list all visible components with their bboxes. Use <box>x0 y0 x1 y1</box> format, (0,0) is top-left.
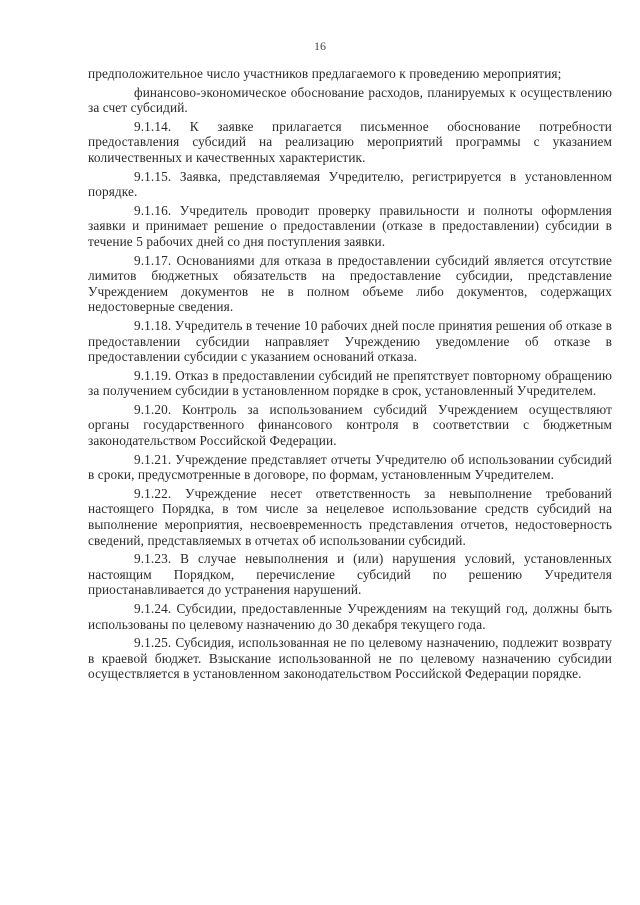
paragraph-9-1-25: 9.1.25. Субсидия, использованная не по целевому назначению, подлежит возврату в краевой бюджет. Взыскание использованной не по целевому назначению субсидии осуществляется в установленном законодательством Российской Федерации порядке. <box>88 635 612 682</box>
paragraph-9-1-19: 9.1.19. Отказ в предоставлении субсидий не препятствует повторному обращению за получением субсидии в установленном порядке в срок, установленный Учредителем. <box>88 367 612 399</box>
paragraph-participants: предположительное число участников предлагаемого к проведению мероприятия; <box>88 66 562 81</box>
paragraph-economic-justification: финансово-экономическое обоснование расходов, планируемых к осуществлению за счет субсидий. <box>88 84 612 116</box>
document-body <box>88 66 612 685</box>
paragraph-9-1-23: 9.1.23. В случае невыполнения и (или) нарушения условий, установленных настоящим Порядком, перечисление субсидий по решению Учредителя приостанавливается до устранения нарушений. <box>88 551 612 598</box>
paragraph-9-1-18: 9.1.18. Учредитель в течение 10 рабочих дней после принятия решения об отказе в предоставлении субсидии направляет Учреждению уведомление об отказе в предоставлении субсидии с указанием оснований отказа. <box>88 317 612 365</box>
paragraph-9-1-20: 9.1.20. Контроль за использованием субсидий Учреждением осуществляют органы государственного финансового контроля в соответствии с бюджетным законодательством Российской Федерации. <box>88 401 612 449</box>
paragraph-9-1-17: 9.1.17. Основаниями для отказа в предоставлении субсидий является отсутствие лимитов бюджетных обязательств на предоставление субсидии, представление Учреждением документов не в полном объеме либо документов, содержащих недостоверные сведения. <box>88 252 612 315</box>
paragraph-9-1-22: 9.1.22. Учреждение несет ответственность за невыполнение требований настоящего Порядка, в том числе за нецелевое использование средств субсидий на выполнение мероприятия, несвоевременность представления отчетов, недостоверность сведений, представляемых в отчетах об использовании субсидий. <box>88 485 612 548</box>
paragraph-9-1-24: 9.1.24. Субсидии, предоставленные Учреждениям на текущий год, должны быть использованы по целевому назначению до 30 декабря текущего года. <box>88 601 612 632</box>
paragraph-9-1-21: 9.1.21. Учреждение представляет отчеты Учредителю об использовании субсидий в сроки, предусмотренные в договоре, по формам, установленным Учредителем. <box>88 451 612 483</box>
paragraph-9-1-15: 9.1.15. Заявка, представляемая Учредителю, регистрируется в установленном порядке. <box>88 168 612 200</box>
paragraph-9-1-16: 9.1.16. Учредитель проводит проверку правильности и полноты оформления заявки и принимает решение о предоставлении (отказе в предоставлении) субсидии в течение 5 рабочих дней со дня поступления заявки. <box>88 202 612 249</box>
paragraph-9-1-14: 9.1.14. К заявке прилагается письменное обоснование потребности предоставления субсидий на реализацию мероприятий программы с указанием количественных и качественных характеристик. <box>88 118 612 165</box>
page-number: 16 <box>314 39 326 53</box>
